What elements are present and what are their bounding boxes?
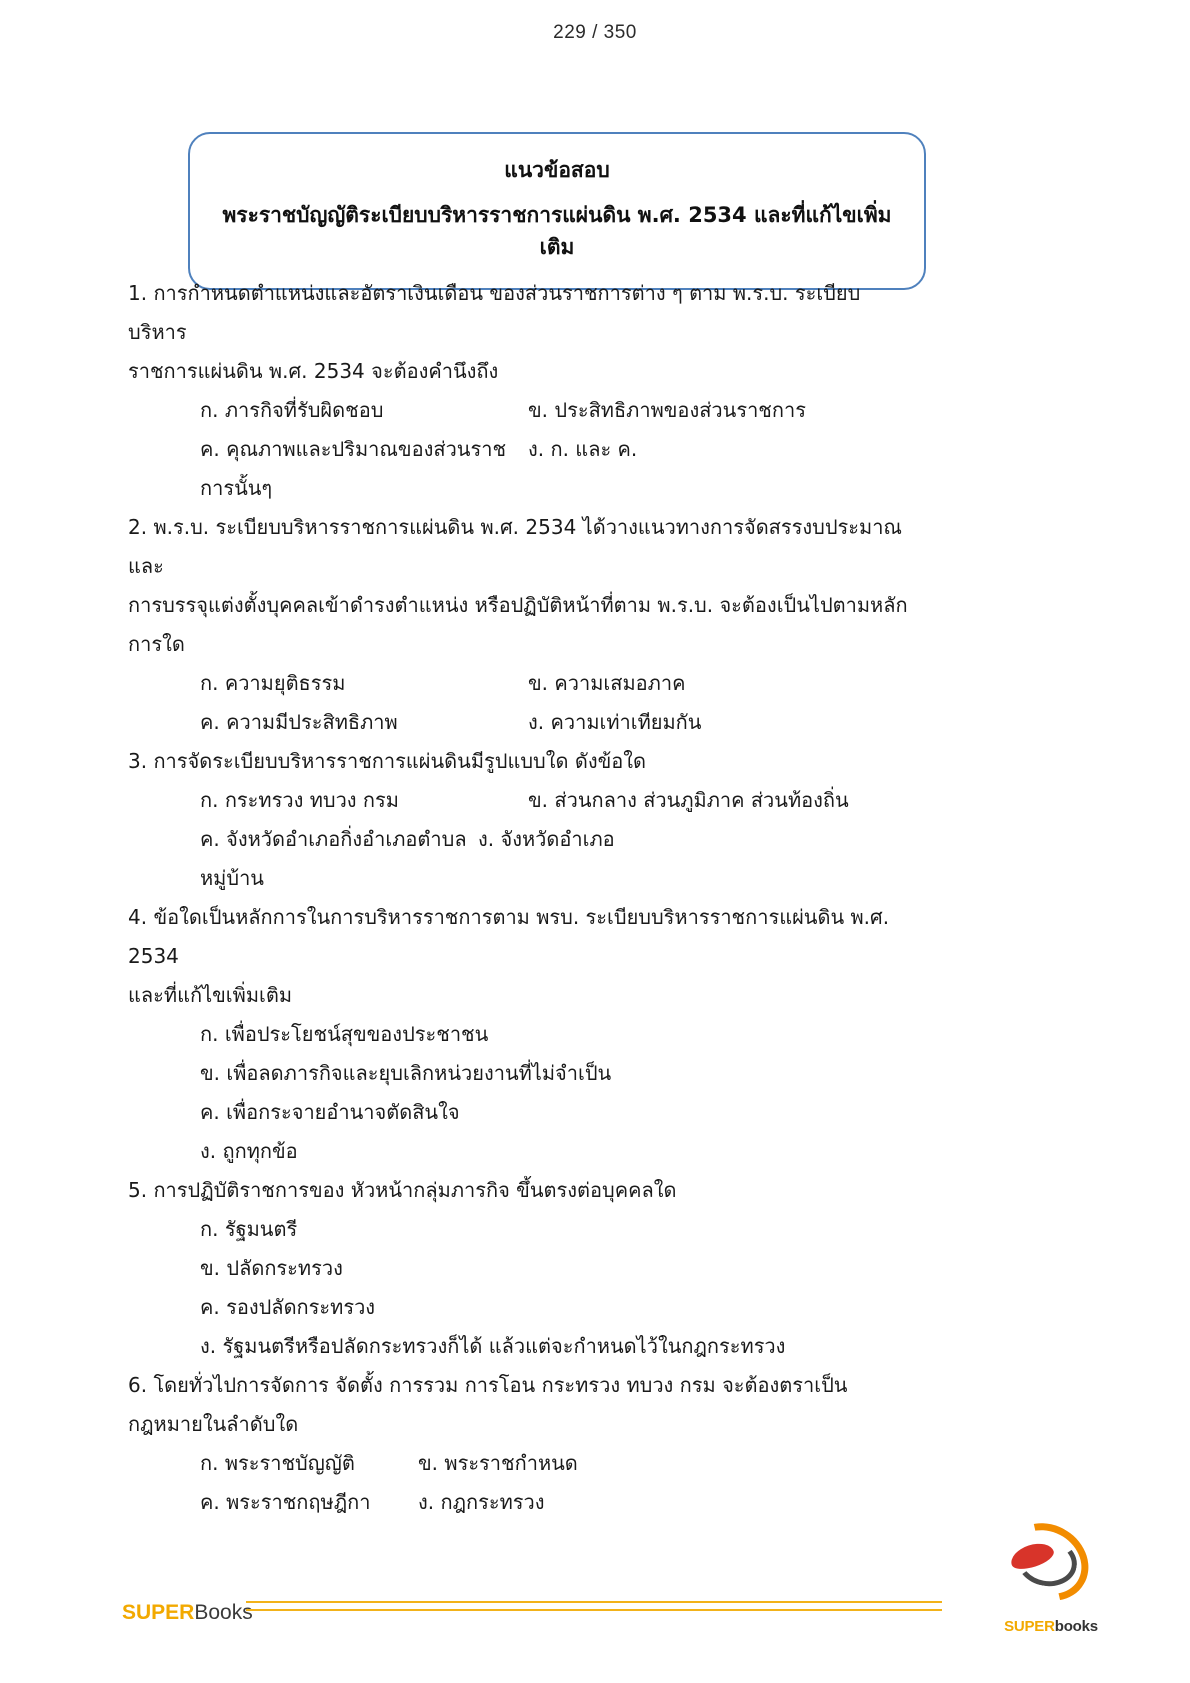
logo-text-super: SUPER: [1004, 1618, 1055, 1635]
question-6-options-row-1: [128, 1444, 1068, 1483]
footer-brand-books: Books: [194, 1601, 253, 1624]
question-2-option-c[interactable]: ค. ความมีประสิทธิภาพ: [200, 710, 398, 734]
question-1-option-d[interactable]: ง. ก. และ ค.: [528, 437, 638, 461]
question-3: [128, 742, 1068, 898]
question-4-line-1: 4. ข้อใดเป็นหลักการในการบริหารราชการตาม พรบ. ระเบียบบริหารราชการแผ่นดิน พ.ศ. 2534: [128, 905, 890, 968]
question-6-option-c[interactable]: ค. พระราชกฤษฎีกา: [200, 1490, 371, 1514]
question-6: [128, 1366, 1068, 1522]
logo-swoosh-icon: [1004, 1525, 1090, 1599]
question-5: [128, 1171, 1068, 1366]
question-3-option-c[interactable]: ค. จังหวัดอำเภอกิ่งอำเภอตำบล หมู่บ้าน: [200, 827, 467, 890]
superbooks-logo: [992, 1525, 1110, 1635]
question-3-option-b[interactable]: ข. ส่วนกลาง ส่วนภูมิภาค ส่วนท้องถิ่น: [528, 788, 849, 812]
exam-title-box: [188, 132, 926, 290]
question-1-options-row-2: [128, 430, 1068, 508]
question-3-option-a[interactable]: ก. กระทรวง ทบวง กรม: [200, 788, 399, 812]
question-1-option-c[interactable]: ค. คุณภาพและปริมาณของส่วนราชการนั้นๆ: [200, 437, 507, 500]
question-2-options-row-1: [128, 664, 1068, 703]
question-5-option-d[interactable]: ง. รัฐมนตรีหรือปลัดกระทรวงก็ได้ แล้วแต่จะกำหนดไว้ในกฎกระทรวง: [200, 1334, 786, 1358]
question-2: [128, 508, 1068, 742]
question-4-option-c[interactable]: ค. เพื่อกระจายอำนาจตัดสินใจ: [200, 1100, 460, 1124]
question-1-option-b[interactable]: ข. ประสิทธิภาพของส่วนราชการ: [528, 398, 806, 422]
question-1-line-2: ราชการแผ่นดิน พ.ศ. 2534 จะต้องคำนึงถึง: [128, 359, 499, 383]
logo-text-books: books: [1054, 1618, 1098, 1635]
exam-content: [128, 274, 1068, 1522]
question-2-option-a[interactable]: ก. ความยุติธรรม: [200, 671, 346, 695]
question-5-option-c[interactable]: ค. รองปลัดกระทรวง: [200, 1295, 376, 1319]
logo-wordmark: [992, 1618, 1110, 1635]
question-6-option-d[interactable]: ง. กฎกระทรวง: [418, 1490, 545, 1514]
question-6-line-1: 6. โดยทั่วไปการจัดการ จัดตั้ง การรวม การโอน กระทรวง ทบวง กรม จะต้องตราเป็นกฎหมายในลำดับใด: [128, 1373, 848, 1436]
question-3-options-row-1: [128, 781, 1068, 820]
question-4-option-d[interactable]: ง. ถูกทุกข้อ: [200, 1139, 298, 1163]
question-3-line-1: 3. การจัดระเบียบบริหารราชการแผ่นดินมีรูปแบบใด ดังข้อใด: [128, 749, 647, 773]
page-number-indicator: 229 / 350: [553, 22, 637, 43]
question-6-option-b[interactable]: ข. พระราชกำหนด: [418, 1451, 578, 1475]
question-3-options-row-2: [128, 820, 1068, 898]
question-2-option-d[interactable]: ง. ความเท่าเทียมกัน: [528, 710, 702, 734]
question-5-option-b[interactable]: ข. ปลัดกระทรวง: [200, 1256, 343, 1280]
question-1-line-1: 1. การกำหนดตำแหน่งและอัตราเงินเดือน ของส่วนราชการต่าง ๆ ตาม พ.ร.บ. ระเบียบบริหาร: [128, 281, 861, 344]
question-1: [128, 274, 1068, 508]
footer-divider-rule: [246, 1601, 942, 1611]
question-6-option-a[interactable]: ก. พระราชบัญญัติ: [200, 1451, 355, 1475]
footer-brand-wordmark: [122, 1601, 253, 1625]
question-6-options-row-2: [128, 1483, 1068, 1522]
question-4-option-a[interactable]: ก. เพื่อประโยชน์สุขของประชาชน: [200, 1022, 489, 1046]
question-1-option-a[interactable]: ก. ภารกิจที่รับผิดชอบ: [200, 398, 384, 422]
page-footer: [0, 1523, 1190, 1683]
question-5-line-1: 5. การปฏิบัติราชการของ หัวหน้ากลุ่มภารกิจ ขึ้นตรงต่อบุคคลใด: [128, 1178, 677, 1202]
question-3-option-d[interactable]: ง. จังหวัดอำเภอ: [478, 827, 615, 851]
question-1-options-row-1: [128, 391, 1068, 430]
question-2-option-b[interactable]: ข. ความเสมอภาค: [528, 671, 686, 695]
question-5-option-a[interactable]: ก. รัฐมนตรี: [200, 1217, 298, 1241]
question-2-line-1: 2. พ.ร.บ. ระเบียบบริหารราชการแผ่นดิน พ.ศ. 2534 ได้วางแนวทางการจัดสรรงบประมาณและ: [128, 515, 902, 578]
question-4: [128, 898, 1068, 1171]
question-4-line-2: และที่แก้ไขเพิ่มเติม: [128, 983, 293, 1007]
exam-title-heading: แนวข้อสอบ: [504, 158, 610, 182]
question-4-option-b[interactable]: ข. เพื่อลดภารกิจและยุบเลิกหน่วยงานที่ไม่จำเป็น: [200, 1061, 612, 1085]
question-2-options-row-2: [128, 703, 1068, 742]
footer-brand-super: SUPER: [122, 1601, 195, 1624]
exam-title-subheading: พระราชบัญญัติระเบียบบริหารราชการแผ่นดิน พ.ศ. 2534 และที่แก้ไขเพิ่มเติม: [222, 202, 892, 260]
question-2-line-2: การบรรจุแต่งตั้งบุคคลเข้าดำรงตำแหน่ง หรือปฏิบัติหน้าที่ตาม พ.ร.บ. จะต้องเป็นไปตามหลักการใด: [128, 593, 908, 656]
